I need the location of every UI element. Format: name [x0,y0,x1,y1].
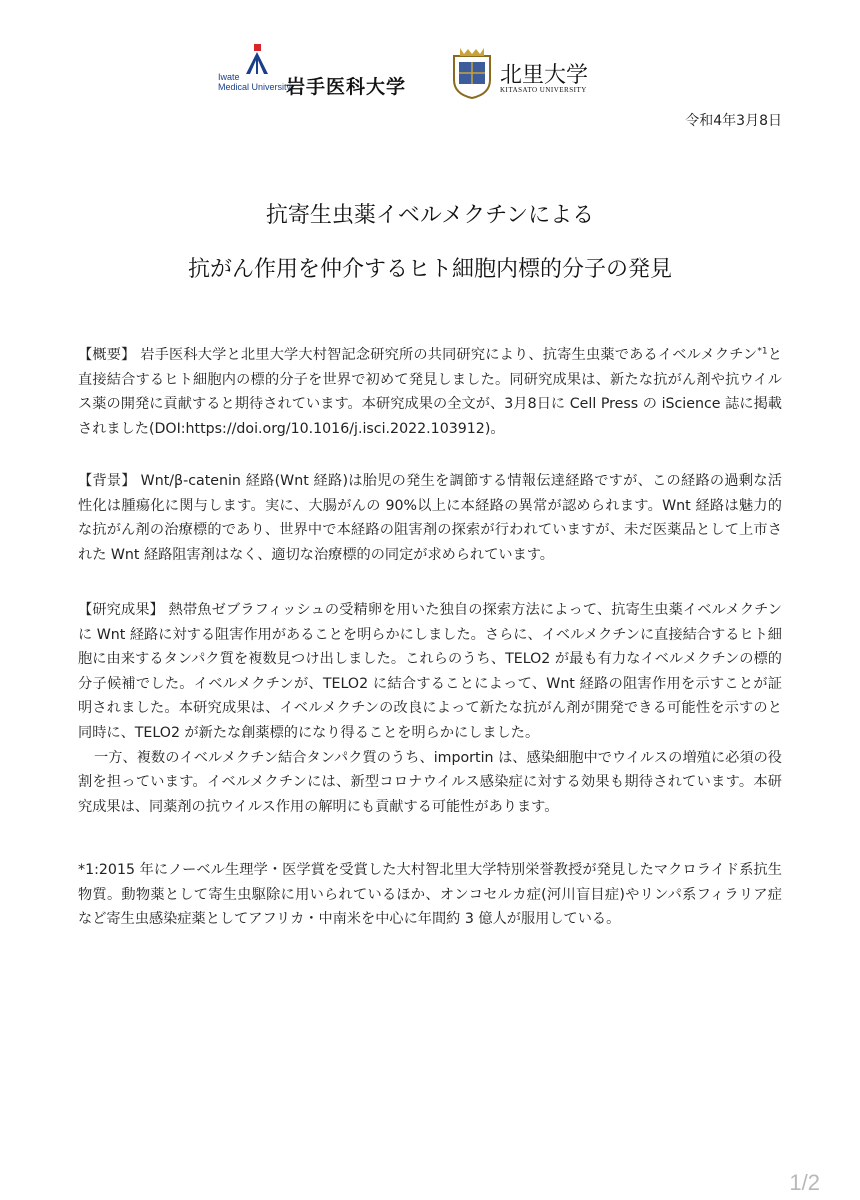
background-text: Wnt/β-catenin 経路(Wnt 経路)は胎児の発生を調節する情報伝達経路ですが、この経路の過剰な活性化は腫瘍化に関与します。実に、大腸がんの 90%以上に本経路の異常が認められます。Wnt 経路は魅力的な抗がん剤の治療標的であり、世界中で本経路の阻害剤の探索が行われていますが、未だ医薬品として上市された Wnt 経路阻害剤はなく、適切な治療標的の同定が求められています。 [78,473,782,563]
iwate-logo-english: Iwate Medical University [218,72,292,92]
title-line-2: 抗がん作用を仲介するヒト細胞内標的分子の発見 [187,257,672,282]
kitasato-logo-english: KITASATO UNIVERSITY [500,86,587,94]
results-text-b: 一方、複数のイベルメクチン結合タンパク質のうち、importin は、感染細胞中でウイルスの増殖に必須の役割を担っています。イベルメクチンには、新型コロナウイルス感染症に対する効果も期待されています。本研究成果は、同薬剤の抗ウイルス作用の解明にも貢献する可能性があります。 [78,749,782,815]
background-paragraph [78,469,782,567]
kitasato-crest-icon [450,48,494,100]
kitasato-university-logo [450,44,610,104]
summary-text-a: 岩手医科大学と北里大学大村智記念研究所の共同研究により、抗寄生虫薬であるイベルメクチン [140,347,758,363]
kitasato-logo-japanese: 北里大学 [500,63,589,88]
footnote-mark: *1 [757,346,768,357]
summary-text-b: と直接結合するヒト細胞内の標的分子を世界で初めて発見しました。同研究成果は、新たな抗がん剤や抗ウイルス薬の開発に貢献すると期待されています。本研究成果の全文が、3月8日に Cell Press の iScience 誌に掲載されました(DOI:https://doi.org/10.1016/j.isci.2022.103912)。 [78,347,782,437]
iwate-logo-japanese: 岩手医科大学 [286,76,407,98]
background-label: 【背景】 [78,473,136,489]
footnote-paragraph: *1:2015 年にノーベル生理学・医学賞を受賞した大村智北里大学特別栄誉教授が発見したマクロライド系抗生物質。動物薬として寄生虫駆除に用いられているほか、オンコセルカ症(河川盲目症)やリンパ系フィラリア症など寄生虫感染症薬としてアフリカ・中南米を中心に年間約 3 億人が服用している。 [78,862,782,928]
iwate-medical-university-logo [214,44,434,104]
results-text-a: 熱帯魚ゼブラフィッシュの受精卵を用いた独自の探索方法によって、抗寄生虫薬イベルメクチンに Wnt 経路に対する阻害作用があることを明らかにしました。さらに、イベルメクチンに直接結合するヒト細胞に由来するタンパク質を複数見つけ出しました。これらのうち、TELO2 が最も有力なイベルメクチンの標的分子候補でした。イベルメクチンが、TELO2 に結合することによって、Wnt 経路の阻害作用を示すことが証明されました。本研究成果は、イベルメクチンの改良によって新たな抗がん剤が開発できる可能性を示すのと同時に、TELO2 が新たな創薬標的になり得ることを明らかにしました。 [78,602,782,741]
summary-label: 【概要】 [78,347,136,363]
page-indicator: 1/2 [789,1170,820,1195]
document-date: 令和4年3月8日 [685,113,782,129]
summary-paragraph [78,343,782,441]
results-label: 【研究成果】 [78,602,164,618]
results-paragraph [78,598,782,819]
title-line-1: 抗寄生虫薬イベルメクチンによる [265,203,595,228]
